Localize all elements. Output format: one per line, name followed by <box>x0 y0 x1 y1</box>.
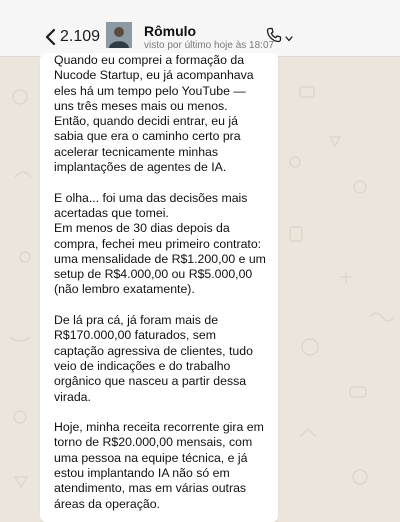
chevron-down-icon <box>285 29 293 47</box>
avatar[interactable] <box>106 22 132 48</box>
contact-name[interactable]: Rômulo <box>144 23 197 39</box>
chat-area[interactable] <box>0 53 400 511</box>
last-seen-status: visto por último hoje às 18:07 <box>144 40 275 51</box>
message-bubble[interactable] <box>40 53 278 522</box>
phone-icon <box>266 27 282 48</box>
call-button[interactable] <box>266 27 293 48</box>
back-button[interactable] <box>44 28 100 46</box>
chat-header <box>0 0 400 57</box>
message-text: Quando eu comprei a formação da Nucode Startup, eu já acompanhava eles há um tempo pelo YouTube — uns três meses mais ou menos. Então, quando decidi entrar, eu já sabia que era o caminho certo pra acelerar tecnicamente minhas implantações de agentes de IA. E olha... foi uma das decisões mais acertadas que tomei. Em menos de 30 dias depois da compra, fechei meu primeiro contrato: uma mensalidade de R$1.200,00 e um setup de R$4.000,00 ou R$5.000,00 (não lembro exatamente). De lá pra cá, já foram mais de R$170.000,00 faturados, sem captação agressiva de clientes, tudo veio de indicações e do trabalho orgânico que nasceu a partir dessa virada. Hoje, minha receita recorrente gira em torno de R$20.000,00 mensais, com uma pessoa na equipe técnica, e já estou implantando IA não só em atendimento, mas em várias outras áreas da operação. <box>54 53 266 511</box>
unread-count: 2.109 <box>60 28 101 45</box>
chevron-left-icon <box>44 28 56 46</box>
